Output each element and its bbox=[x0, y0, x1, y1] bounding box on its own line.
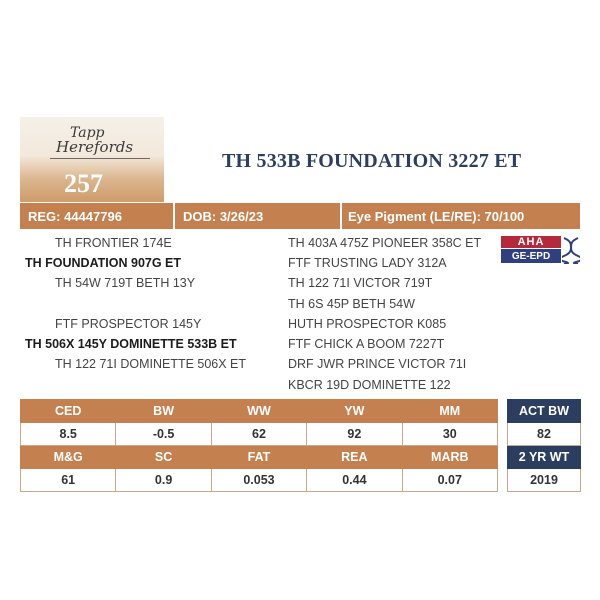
sire-line-dam: TH 54W 719T BETH 13Y bbox=[55, 276, 196, 290]
aha-ge-epd-badge bbox=[501, 236, 581, 264]
logo-underline bbox=[50, 158, 150, 159]
epd-value-ced: 8.5 bbox=[21, 423, 116, 446]
epd-header-ww: WW bbox=[211, 400, 306, 423]
epd-header-sc: SC bbox=[116, 446, 211, 469]
epd-value-marb: 0.07 bbox=[402, 469, 497, 492]
act-bw-header-row bbox=[508, 400, 581, 423]
dam-line-sire: FTF PROSPECTOR 145Y bbox=[55, 317, 202, 331]
epd-value-fat: 0.053 bbox=[211, 469, 306, 492]
lot-box bbox=[20, 117, 164, 202]
sire-line-sire: TH FRONTIER 174E bbox=[55, 236, 172, 250]
lot-number: 257 bbox=[64, 169, 103, 198]
eye-pigment: Eye Pigment (LE/RE): 70/100 bbox=[348, 208, 525, 224]
epd-value-sc: 0.9 bbox=[116, 469, 211, 492]
pedigree-right-8: KBCR 19D DOMINETTE 122 bbox=[288, 378, 451, 392]
epd-value-yw: 92 bbox=[307, 423, 402, 446]
ge-epd-label: GE-EPD bbox=[501, 249, 561, 263]
act-bw-value: 82 bbox=[508, 423, 581, 446]
sire: TH FOUNDATION 907G ET bbox=[25, 256, 182, 270]
epd-header-mg: M&G bbox=[21, 446, 116, 469]
animal-name: TH 533B FOUNDATION 3227 ET bbox=[222, 150, 522, 172]
pedigree-right-5: HUTH PROSPECTOR K085 bbox=[288, 317, 447, 331]
epd-header-bw: BW bbox=[116, 400, 211, 423]
pedigree-right-1: TH 403A 475Z PIONEER 358C ET bbox=[288, 236, 482, 250]
epd-header-marb: MARB bbox=[402, 446, 497, 469]
info-bar bbox=[20, 203, 580, 229]
epd-value-row-1 bbox=[21, 423, 498, 446]
epd-header-mm: MM bbox=[402, 400, 497, 423]
aha-label: AHA bbox=[501, 236, 561, 248]
pedigree-right-6: FTF CHICK A BOOM 7227T bbox=[288, 337, 445, 351]
pedigree-right-4: TH 6S 45P BETH 54W bbox=[288, 297, 415, 311]
epd-value-mm: 30 bbox=[402, 423, 497, 446]
epd-header-row-1 bbox=[21, 400, 498, 423]
epd-header-row-2 bbox=[21, 446, 498, 469]
pedigree-right-3: TH 122 71I VICTOR 719T bbox=[288, 276, 433, 290]
yr-wt-value: 2019 bbox=[508, 469, 581, 492]
epd-value-ww: 62 bbox=[211, 423, 306, 446]
epd-table bbox=[20, 399, 498, 492]
actual-weights-table bbox=[507, 399, 581, 492]
epd-header-fat: FAT bbox=[211, 446, 306, 469]
epd-value-mg: 61 bbox=[21, 469, 116, 492]
dam-line-dam: TH 122 71I DOMINETTE 506X ET bbox=[55, 357, 247, 371]
date-of-birth: DOB: 3/26/23 bbox=[175, 203, 342, 229]
act-bw-label: ACT BW bbox=[508, 400, 581, 423]
logo-line-1: Tapp bbox=[70, 125, 105, 141]
dam: TH 506X 145Y DOMINETTE 533B ET bbox=[25, 337, 237, 351]
epd-value-bw: -0.5 bbox=[116, 423, 211, 446]
epd-value-rea: 0.44 bbox=[307, 469, 402, 492]
dna-helix-icon bbox=[562, 236, 580, 264]
registration-number: REG: 44447796 bbox=[20, 203, 175, 229]
pedigree-right-7: DRF JWR PRINCE VICTOR 71I bbox=[288, 357, 467, 371]
yr-wt-header-row bbox=[508, 446, 581, 469]
yr-wt-value-row bbox=[508, 469, 581, 492]
epd-header-yw: YW bbox=[307, 400, 402, 423]
epd-value-row-2 bbox=[21, 469, 498, 492]
epd-header-ced: CED bbox=[21, 400, 116, 423]
act-bw-value-row bbox=[508, 423, 581, 446]
tapp-herefords-logo bbox=[50, 125, 150, 175]
yr-wt-label: 2 YR WT bbox=[508, 446, 581, 469]
logo-line-2: Herefords bbox=[56, 138, 134, 156]
pedigree-right-2: FTF TRUSTING LADY 312A bbox=[288, 256, 447, 270]
epd-header-rea: REA bbox=[307, 446, 402, 469]
